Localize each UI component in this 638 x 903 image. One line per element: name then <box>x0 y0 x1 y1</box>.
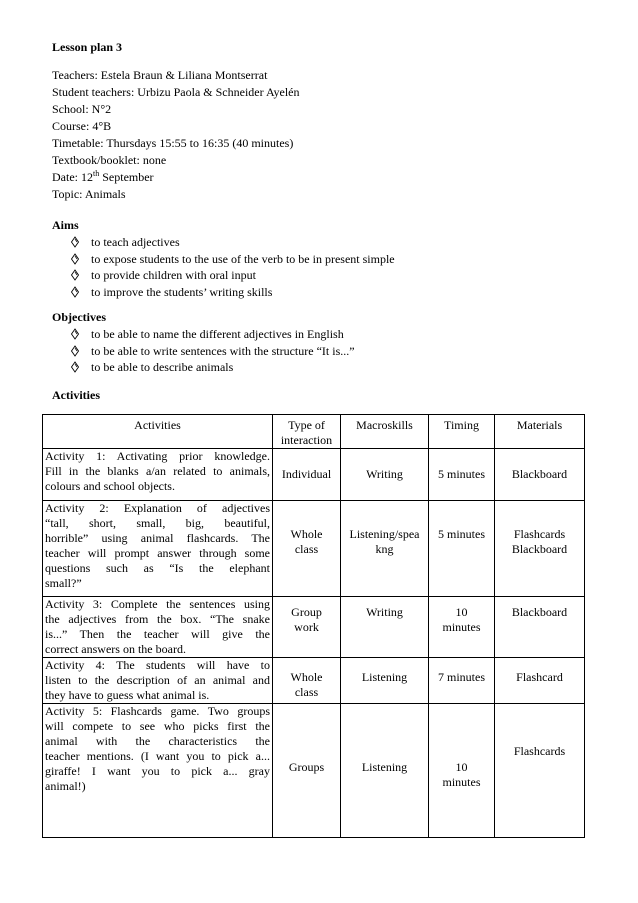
activity-cell-line: listen to the description of an animal and <box>45 673 270 687</box>
timing-cell-line: 10 <box>455 605 468 619</box>
table-row <box>43 449 585 501</box>
topic-line: Topic: Animals <box>52 187 126 201</box>
timing-cell <box>429 704 495 838</box>
activity-cell-line: horrible” using animal flashcards. The <box>45 531 270 545</box>
timing-cell <box>429 449 495 501</box>
school-line: School: N°2 <box>52 102 112 116</box>
timetable-line: Timetable: Thursdays 15:55 to 16:35 (40 minutes) <box>52 136 294 150</box>
diamond-bullet-icon <box>70 269 80 281</box>
macroskills-cell <box>341 658 429 704</box>
activity-cell-line: Activity 1: Activating prior knowledge. <box>45 449 270 463</box>
objective-item-text: to be able to describe animals <box>91 360 234 374</box>
activity-cell-line: teacher will prompt answer through some <box>45 546 270 560</box>
materials-cell-line: Blackboard <box>511 542 568 556</box>
timing-cell <box>429 597 495 658</box>
textbook-line: Textbook/booklet: none <box>52 153 167 167</box>
table-header-row <box>43 415 585 449</box>
activities-table <box>42 414 585 838</box>
materials-cell-line: Blackboard <box>511 467 568 481</box>
timing-cell <box>429 658 495 704</box>
interaction-cell <box>273 501 341 597</box>
macroskills-cell <box>341 704 429 838</box>
diamond-bullet-icon <box>70 286 80 298</box>
diamond-bullet-icon <box>70 345 80 357</box>
objective-item-text: to be able to name the different adjectives in English <box>91 327 344 341</box>
macroskills-cell-line: Writing <box>366 467 403 481</box>
teachers-line: Teachers: Estela Braun & Liliana Montserrat <box>52 68 268 82</box>
materials-cell-line: Flashcards <box>513 527 566 541</box>
table-row <box>43 597 585 658</box>
interaction-cell-line: Individual <box>281 467 332 481</box>
macroskills-cell <box>341 597 429 658</box>
macroskills-cell-line: kng <box>375 542 394 556</box>
activity-cell-line: will compete to see who picks first the <box>45 719 270 733</box>
materials-cell <box>495 658 585 704</box>
macroskills-cell <box>341 501 429 597</box>
activity-cell-line: questions such as “Is the elephant <box>45 561 270 575</box>
interaction-cell <box>273 704 341 838</box>
macroskills-cell-line: Listening <box>361 670 408 684</box>
table-row <box>43 704 585 838</box>
activity-cell-line: teacher mentions. (I want you to pick a... <box>45 749 270 763</box>
objective-item <box>70 344 355 360</box>
aim-item <box>70 268 256 284</box>
activity-cell <box>43 449 273 501</box>
aim-item-text: to teach adjectives <box>91 235 180 249</box>
activity-cell-line: Activity 5: Flashcards game. Two groups <box>45 704 270 718</box>
materials-cell <box>495 449 585 501</box>
activity-cell-line: Activity 3: Complete the sentences using <box>45 597 270 611</box>
activity-cell <box>43 501 273 597</box>
document-title: Lesson plan 3 <box>52 40 123 54</box>
interaction-cell-line: Whole <box>290 527 323 541</box>
table-row <box>43 658 585 704</box>
timing-cell-line: 7 minutes <box>438 670 485 684</box>
objective-item-text: to be able to write sentences with the structure “It is...” <box>91 343 355 358</box>
aim-item-text: to expose students to the use of the verb to be in present simple <box>91 251 395 266</box>
header-activities: Activities <box>43 415 273 449</box>
interaction-cell <box>273 658 341 704</box>
diamond-bullet-icon <box>70 253 80 265</box>
timing-cell-line: 10 <box>455 760 468 774</box>
timing-cell <box>429 501 495 597</box>
timing-cell-line: minutes <box>442 775 481 789</box>
aim-item-text: to provide children with oral input <box>91 268 256 282</box>
interaction-cell <box>273 597 341 658</box>
interaction-cell-line: work <box>294 620 319 634</box>
diamond-bullet-icon <box>70 328 80 340</box>
timing-cell-line: minutes <box>442 620 481 634</box>
header-macroskills: Macroskills <box>341 415 429 449</box>
materials-cell-line: Flashcard <box>516 670 563 684</box>
materials-cell <box>495 597 585 658</box>
interaction-cell-line: class <box>294 685 319 699</box>
activity-cell-line: the adjectives from the box. “The snake <box>45 612 270 626</box>
diamond-bullet-icon <box>70 236 80 248</box>
materials-cell-line: Flashcards <box>513 744 566 758</box>
macroskills-cell-line: Listening/spea <box>349 527 420 541</box>
materials-cell-line: Blackboard <box>511 605 568 619</box>
activity-cell-line: is...” Then the teacher will give the <box>45 627 270 641</box>
activity-cell <box>43 597 273 658</box>
aim-item <box>70 235 180 251</box>
activity-cell-line: correct answers on the board. <box>45 642 186 656</box>
interaction-cell-line: Groups <box>288 760 325 774</box>
course-line: Course: 4°B <box>52 119 112 133</box>
aim-item <box>70 285 272 301</box>
interaction-cell-line: class <box>294 542 319 556</box>
activity-cell-line: colours and school objects. <box>45 479 175 493</box>
activities-heading: Activities <box>52 388 100 402</box>
aim-item <box>70 252 395 268</box>
objective-item <box>70 360 233 376</box>
materials-cell-line <box>497 729 582 744</box>
interaction-cell-line: Group <box>291 605 322 619</box>
objectives-heading: Objectives <box>52 310 106 324</box>
objective-item <box>70 327 344 343</box>
macroskills-cell <box>341 449 429 501</box>
header-type-of-interaction: Type of interaction <box>273 415 341 449</box>
activity-cell <box>43 658 273 704</box>
materials-cell <box>495 501 585 597</box>
interaction-cell-line: Whole <box>290 670 323 684</box>
materials-cell <box>495 704 585 838</box>
diamond-bullet-icon <box>70 361 80 373</box>
timing-cell-line: 5 minutes <box>438 467 485 481</box>
activity-cell-line: Fill in the blanks a/an related to animals, <box>45 464 270 478</box>
activity-cell-line: Activity 4: The students will have to <box>45 658 270 672</box>
aim-item-text: to improve the students’ writing skills <box>91 284 273 299</box>
table-body <box>43 449 585 838</box>
materials-cell-line <box>497 714 582 729</box>
macroskills-cell-line: Writing <box>366 605 403 619</box>
macroskills-cell-line: Listening <box>361 760 408 774</box>
activity-cell-line: small?” <box>45 576 82 590</box>
activity-cell-line: animal!) <box>45 779 86 793</box>
activity-cell-line: they have to guess what animal is. <box>45 688 210 702</box>
student-teachers-line: Student teachers: Urbizu Paola & Schneider Ayelén <box>52 85 300 99</box>
header-timing: Timing <box>429 415 495 449</box>
timing-cell-line: 5 minutes <box>438 527 485 541</box>
aims-heading: Aims <box>52 218 79 232</box>
header-materials: Materials <box>495 415 585 449</box>
activity-cell-line: “tall, short, small, big, beautiful, <box>45 516 270 530</box>
activity-cell-line: Activity 2: Explanation of adjectives <box>45 501 270 515</box>
table-row <box>43 501 585 597</box>
date-line: Date: 12th September <box>52 169 154 184</box>
activity-cell <box>43 704 273 838</box>
interaction-cell <box>273 449 341 501</box>
activity-cell-line: animal with the characteristics the <box>45 734 270 748</box>
activity-cell-line: giraffe! I want you to pick a... gray <box>45 764 270 778</box>
